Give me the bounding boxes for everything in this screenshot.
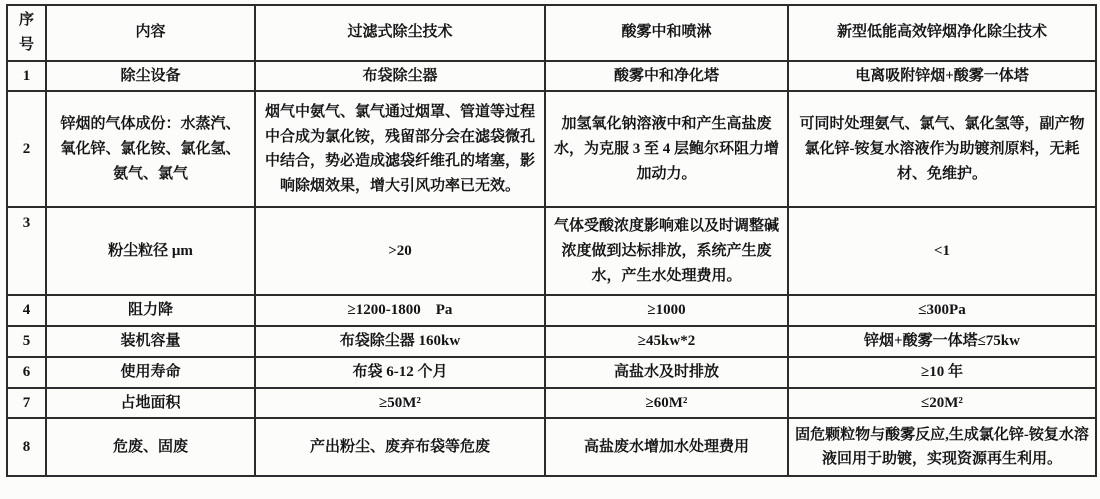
- new-tech-cell: 电离吸附锌烟+酸雾一体塔: [788, 61, 1096, 92]
- new-tech-cell: ≤20M²: [788, 388, 1096, 419]
- comparison-table: [6, 4, 1097, 477]
- acid-spray-cell: 高盐水及时排放: [545, 357, 788, 388]
- new-tech-cell: 可同时处理氨气、氯气、氯化氢等，副产物氯化锌-铵复水溶液作为助镀剂原料，无耗材、免维护。: [788, 91, 1096, 207]
- acid-spray-cell: 气体受酸浓度影响难以及时调整碱浓度做到达标排放，系统产生废水，产生水处理费用。: [545, 207, 788, 295]
- content-cell: 占地面积: [46, 388, 255, 419]
- table-row: [7, 326, 1096, 357]
- filter-tech-cell: >20: [255, 207, 545, 295]
- table-row: [7, 295, 1096, 326]
- new-tech-cell: <1: [788, 207, 1096, 295]
- row-number-cell: 5: [7, 326, 46, 357]
- acid-spray-cell: 高盐废水增加水处理费用: [545, 418, 788, 476]
- filter-tech-cell: 布袋除尘器 160kw: [255, 326, 545, 357]
- table-row: [7, 388, 1096, 419]
- header-row: [7, 5, 1096, 61]
- column-header-serial: 序号: [7, 5, 46, 61]
- new-tech-cell: 锌烟+酸雾一体塔≤75kw: [788, 326, 1096, 357]
- table-row: [7, 91, 1096, 207]
- column-header-content: 内容: [46, 5, 255, 61]
- row-number-cell: 4: [7, 295, 46, 326]
- new-tech-cell: ≥10 年: [788, 357, 1096, 388]
- table-row: [7, 207, 1096, 295]
- filter-tech-cell: 布袋除尘器: [255, 61, 545, 92]
- column-header-acid-spray: 酸雾中和喷淋: [545, 5, 788, 61]
- column-header-filter-tech: 过滤式除尘技术: [255, 5, 545, 61]
- content-cell: 阻力降: [46, 295, 255, 326]
- filter-tech-cell: 布袋 6-12 个月: [255, 357, 545, 388]
- row-number-cell: 8: [7, 418, 46, 476]
- row-number-cell: 7: [7, 388, 46, 419]
- acid-spray-cell: ≥1000: [545, 295, 788, 326]
- row-number-cell: 1: [7, 61, 46, 92]
- new-tech-cell: ≤300Pa: [788, 295, 1096, 326]
- table-row: [7, 61, 1096, 92]
- row-number-cell: 2: [7, 91, 46, 207]
- row-number-cell: 6: [7, 357, 46, 388]
- acid-spray-cell: 加氢氧化钠溶液中和产生高盐废水，为克服 3 至 4 层鲍尔环阻力增加动力。: [545, 91, 788, 207]
- filter-tech-cell: ≥50M²: [255, 388, 545, 419]
- acid-spray-cell: ≥60M²: [545, 388, 788, 419]
- filter-tech-cell: ≥1200-1800 Pa: [255, 295, 545, 326]
- content-cell: 使用寿命: [46, 357, 255, 388]
- filter-tech-cell: 产出粉尘、废弃布袋等危废: [255, 418, 545, 476]
- content-cell: 粉尘粒径 μm: [46, 207, 255, 295]
- filter-tech-cell: 烟气中氨气、氯气通过烟罩、管道等过程中合成为氯化铵，残留部分会在滤袋微孔中结合，势必造成滤袋纤维孔的堵塞，影响除烟效果，增大引风功率已无效。: [255, 91, 545, 207]
- content-cell: 锌烟的气体成份：水蒸汽、氧化锌、氯化铵、氯化氢、氨气、氯气: [46, 91, 255, 207]
- acid-spray-cell: 酸雾中和净化塔: [545, 61, 788, 92]
- content-cell: 装机容量: [46, 326, 255, 357]
- table-row: [7, 357, 1096, 388]
- content-cell: 除尘设备: [46, 61, 255, 92]
- acid-spray-cell: ≥45kw*2: [545, 326, 788, 357]
- new-tech-cell: 固危颗粒物与酸雾反应,生成氯化锌-铵复水溶液回用于助镀，实现资源再生利用。: [788, 418, 1096, 476]
- row-number-cell: 3: [7, 207, 46, 295]
- content-cell: 危废、固废: [46, 418, 255, 476]
- table-row: [7, 418, 1096, 476]
- column-header-new-tech: 新型低能高效锌烟净化除尘技术: [788, 5, 1096, 61]
